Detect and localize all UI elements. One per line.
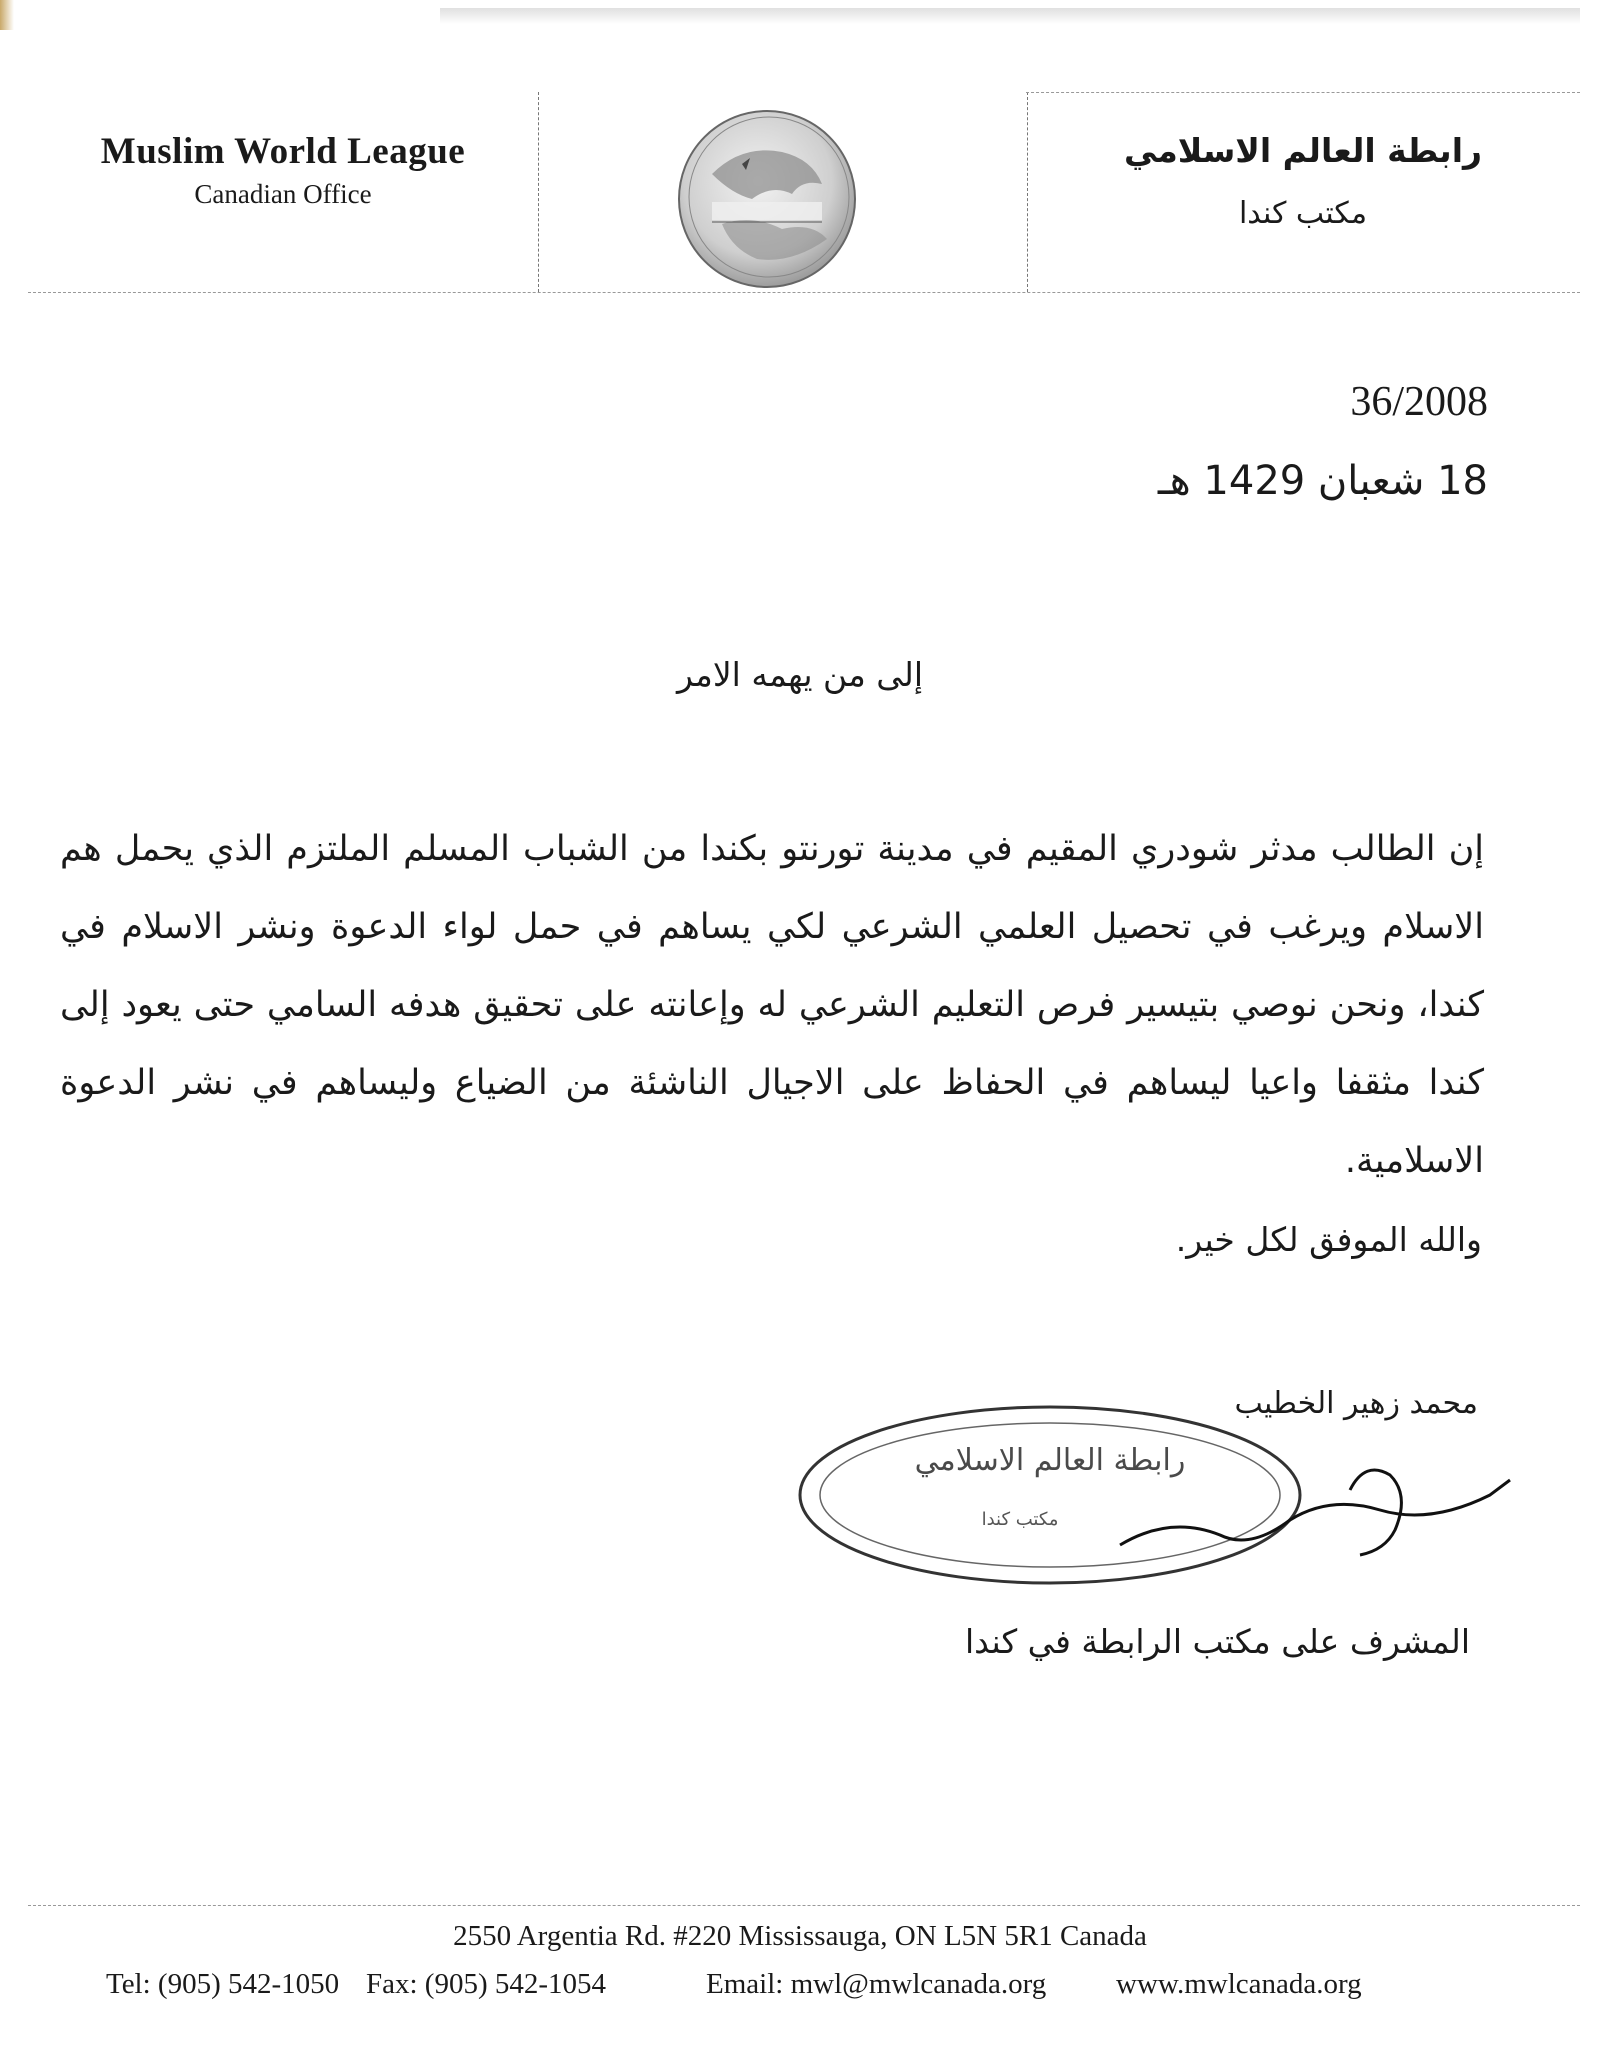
footer-tel: Tel: (905) 542-1050: [106, 1968, 340, 2000]
scan-corner-mark: [0, 0, 14, 30]
signer-title: المشرف على مكتب الرابطة في كندا: [965, 1622, 1470, 1661]
letterhead: [28, 92, 1580, 292]
stamp-text: رابطة العالم الاسلامي: [914, 1443, 1186, 1478]
footer-address: 2550 Argentia Rd. #220 Mississauga, ON L5N 5R1 Canada: [453, 1920, 1147, 1952]
footer-email: Email: mwl@mwlcanada.org: [706, 1968, 1047, 2000]
letterhead-arabic: [1026, 92, 1580, 293]
signature-stroke: [1120, 1480, 1510, 1545]
mwl-logo: [672, 104, 862, 294]
body-paragraph: إن الطالب مدثر شودري المقيم في مدينة تورنتو بكندا من الشباب المسلم الملتزم الذي يحمل هم الاسلام ويرغب في تحصيل العلمي الشرعي لكي يساهم في حمل لواء الدعوة ونشر الاسلام في كندا، ونحن نوصي بتيسير فرص التعليم الشرعي له وإعانته على تحقيق هدفه السامي حتى يعود إلى كندا مثقفا واعيا ليساهم في الحفاظ على الاجيال الناشئة من الضياع وليساهم في نشر الدعوة الاسلامية.: [60, 829, 1484, 1181]
footer-contacts: [106, 1968, 1406, 2001]
reference-number: 36/2008: [1350, 379, 1488, 425]
stamp-subtext: مكتب كندا: [981, 1509, 1059, 1530]
letter-body: [60, 810, 1484, 1200]
salutation: إلى من يهمه الامر: [676, 655, 924, 694]
footer-fax: Fax: (905) 542-1054: [366, 1968, 607, 2000]
stamp-and-signature: [790, 1400, 1520, 1600]
org-name-arabic: رابطة العالم الاسلامي: [1123, 131, 1483, 170]
footer-website: www.mwlcanada.org: [1116, 1968, 1362, 2000]
signer-name: محمد زهير الخطيب: [1234, 1386, 1478, 1421]
office-name-english: Canadian Office: [194, 179, 372, 209]
closing-line: والله الموفق لكل خير.: [1175, 1220, 1482, 1259]
scan-edge-shadow: [440, 8, 1580, 24]
hijri-date: 18 شعبان 1429 هـ: [1157, 458, 1488, 504]
org-name-english: Muslim World League: [100, 131, 466, 172]
letterhead-logo-cell: [538, 92, 1028, 292]
office-name-arabic: مكتب كندا: [1238, 196, 1368, 231]
letterhead-divider: [28, 292, 1580, 293]
footer-divider: [28, 1905, 1580, 1906]
letterhead-english: [28, 92, 538, 292]
